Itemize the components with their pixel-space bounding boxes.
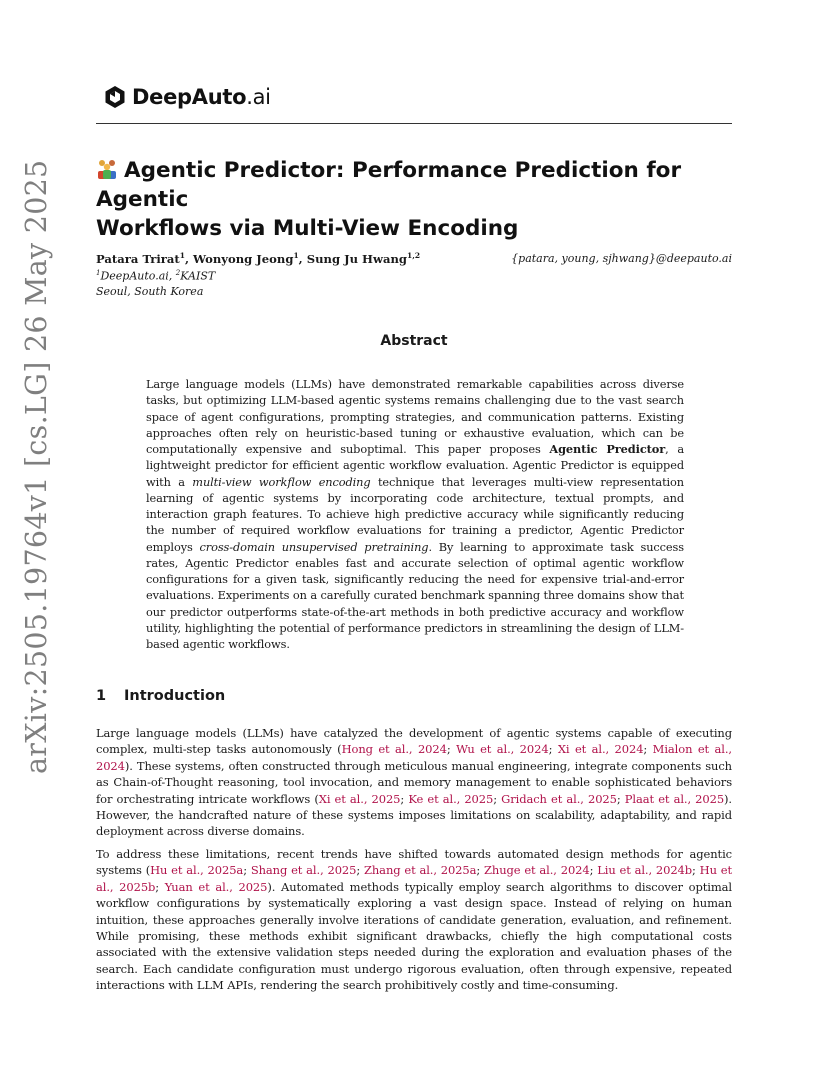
citation-separator: ; xyxy=(616,791,625,806)
intro-paragraph-2 xyxy=(96,846,732,994)
author-affil-sup: 1,2 xyxy=(407,251,421,260)
citation-separator: ; xyxy=(548,742,558,757)
deepauto-logo xyxy=(104,82,271,112)
citation-separator: ; xyxy=(356,863,364,878)
citation-separator: ; xyxy=(643,742,653,757)
citation-link[interactable]: Mialon et al., 2024 xyxy=(96,742,732,773)
deepauto-logo-icon xyxy=(104,85,126,109)
citation-link[interactable]: Zhuge et al., 2024 xyxy=(484,863,590,878)
citation-link[interactable]: Xi et al., 2024 xyxy=(557,742,644,757)
affil-name: KAIST xyxy=(180,269,216,283)
citation-link[interactable]: Zhang et al., 2025a xyxy=(363,863,477,878)
citation-separator: ; xyxy=(493,791,502,806)
citation-link[interactable]: Liu et al., 2024b xyxy=(597,863,693,878)
citation-link[interactable]: Xi et al., 2025 xyxy=(318,791,401,806)
abstract-body xyxy=(146,376,684,652)
citation-link[interactable]: Shang et al., 2025 xyxy=(250,863,357,878)
paragraph-text: ). Automated methods typically employ search algorithms to discover optimal workflow configurations by systematically exploring a vast design space. Instead of relying on human intuition, these approaches generally involve iterations of candidate generation, evaluation, and refinement. While promising, these methods exhibit significant drawbacks, chiefly the high computational costs associated with the extensive validation steps needed during the exploration and evaluation phases of the search. Each candidate configuration must undergo rigorous evaluation, often through expensive, repeated interactions with LLM APIs, rendering the search prohibitively costly and time-consuming. xyxy=(96,879,732,993)
logo-brand: DeepAuto xyxy=(132,85,247,109)
abstract-text: Large language models (LLMs) have demonstrated remarkable capabilities across diverse tasks, but optimizing LLM-based agentic systems remains challenging due to the vast search space of agent configurations, prompting strategies, and communication patterns. Existing approaches often rely on heuristic-based tuning or exhaustive evaluation, which can be computationally expensive and suboptimal. This paper proposes xyxy=(146,377,684,456)
citation-link[interactable]: Yuan et al., 2025 xyxy=(164,879,268,894)
affil-name: DeepAuto.ai, xyxy=(100,269,176,283)
author-name: Patara Trirat xyxy=(96,251,180,266)
section-number: 1 xyxy=(96,688,107,704)
affiliations xyxy=(96,266,215,299)
abstract-bold-term: Agentic Predictor xyxy=(549,442,666,456)
author-name: Sung Ju Hwang xyxy=(306,251,408,266)
citation-link[interactable]: Hu et al., 2025b xyxy=(96,863,732,894)
abstract-text: technique that leverages multi-view representation learning of agentic systems by incorporating code architecture, textual prompts, and interaction graph features. To achieve high predictive accuracy while significantly reducing the number of required workflow evaluations for training a predictor, Agentic Predictor employs xyxy=(146,474,684,554)
author-name: Wonyong Jeong xyxy=(193,251,294,266)
citation-separator: ; xyxy=(155,879,165,894)
citation-separator: ; xyxy=(243,863,251,878)
section-title: Introduction xyxy=(124,688,226,704)
citation-link[interactable]: Plaat et al., 2025 xyxy=(624,791,725,806)
author-list: Patara Trirat$^1$, Wonyong Jeong$^1$, Sung Ju Hwang$^{1,2}$ xyxy=(96,251,421,266)
paragraph-text: To address these limitations, recent trends have shifted towards automated design methods for agentic systems ( xyxy=(96,847,732,878)
affil-location: Seoul, South Korea xyxy=(96,284,204,298)
intro-paragraph-1 xyxy=(96,725,732,840)
citation-link[interactable]: Hu et al., 2025a xyxy=(150,863,244,878)
arxiv-stamp: arXiv:2505.19764v1 [cs.LG] 26 May 2025 xyxy=(20,159,53,774)
logo-suffix: .ai xyxy=(246,85,271,109)
abstract-text: . By learning to approximate task success rates, Agentic Predictor enables fast and accurate selection of optimal agentic workflow configurations for a given task, significantly reducing the need for expensive trial-and-error evaluations. Experiments on a carefully curated benchmark spanning three domains show that our predictor outperforms state-of-the-art methods in both predictive accuracy and workflow utility, highlighting the potential of performance predictors in streamlining the design of LLM-based agentic workflows. xyxy=(146,539,684,651)
paragraph-text: ). However, the handcrafted nature of these systems imposes limitations on scalability, adaptability, and rapid deployment across diverse domains. xyxy=(96,791,732,839)
paper-title xyxy=(96,156,736,243)
citation-link[interactable]: Wu et al., 2024 xyxy=(456,742,549,757)
citation-separator: ; xyxy=(692,863,700,878)
abstract-italic-term: multi-view workflow encoding xyxy=(192,474,371,489)
affil-sup: 2 xyxy=(175,269,181,277)
author-affil-sup: 1 xyxy=(179,251,185,260)
paragraph-text: ). These systems, often constructed through meticulous manual engineering, integrate components such as Chain-of-Thought reasoning, tool invocation, and memory management to enable sophisticated behaviors for orchestrating intricate workflows ( xyxy=(96,758,732,806)
author-emails: {patara, young, sjhwang}@deepauto.ai xyxy=(511,252,732,265)
affil-sup: 1 xyxy=(96,269,101,277)
agent-team-emoji-icon xyxy=(96,158,118,180)
paragraph-text: Large language models (LLMs) have catalyzed the development of agentic systems capable of executing complex, multi-step tasks autonomously ( xyxy=(96,726,732,757)
citation-separator: ; xyxy=(589,863,598,878)
citation-separator: ; xyxy=(476,863,485,878)
citation-link[interactable]: Ke et al., 2025 xyxy=(408,791,494,806)
citation-separator: ; xyxy=(446,742,457,757)
header-rule xyxy=(96,123,732,124)
abstract-heading: Abstract xyxy=(380,333,448,349)
citation-separator: ; xyxy=(400,791,409,806)
citation-link[interactable]: Hong et al., 2024 xyxy=(341,742,447,757)
title-line-2: Workflows via Multi-View Encoding xyxy=(96,216,519,241)
abstract-text: , a lightweight predictor for efficient agentic workflow evaluation. Agentic Predictor is equipped with a xyxy=(146,442,684,489)
author-affil-sup: 1 xyxy=(293,251,299,260)
abstract-italic-term: cross-domain unsupervised pretraining xyxy=(199,539,429,554)
citation-link[interactable]: Gridach et al., 2025 xyxy=(501,791,617,806)
title-line-1: Agentic Predictor: Performance Prediction for Agentic xyxy=(96,158,682,212)
